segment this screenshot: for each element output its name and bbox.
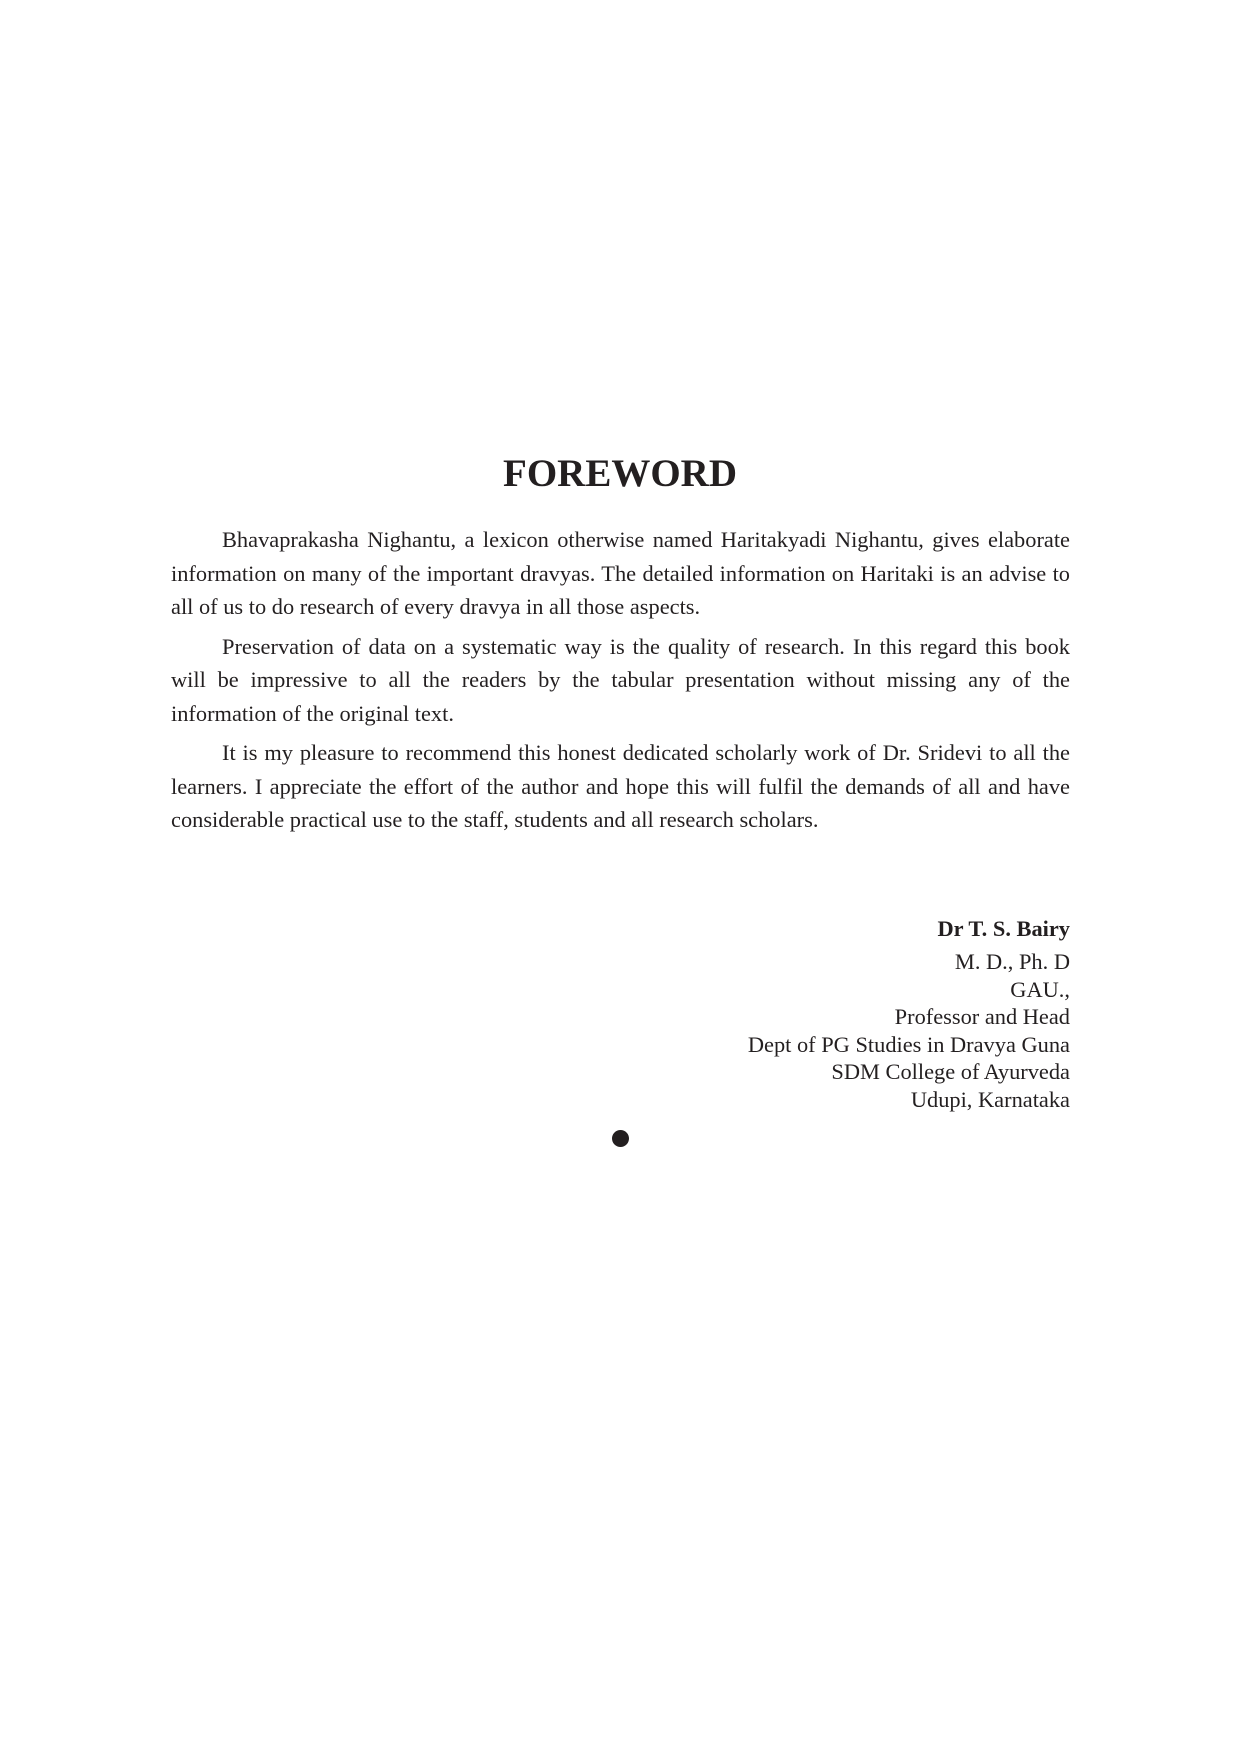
paragraph-2: Preservation of data on a systematic way is the quality of research. In this regard this book will be impressive to all the readers by the tabular presentation without missing any of the information of the original text. xyxy=(171,633,1070,726)
signatory-name: Dr T. S. Bairy xyxy=(937,916,1070,941)
signatory-location: Udupi, Karnataka xyxy=(910,1086,1070,1112)
signatory-qualification: GAU., xyxy=(1010,976,1070,1002)
foreword-body xyxy=(171,523,1070,843)
signatory-position: Professor and Head xyxy=(894,1004,1070,1030)
paragraph-1: Bhavaprakasha Nighantu, a lexicon otherwise named Haritakyadi Nighantu, gives elaborate information on many of the important dravyas. The detailed information on Haritaki is an advise to all of us to do research of every dravya in all those aspects. xyxy=(171,527,1070,619)
page-title: FOREWORD xyxy=(503,452,737,495)
paragraph-3: It is my pleasure to recommend this honest dedicated scholarly work of Dr. Sridevi to all the learners. I appreciate the effort of the author and hope this will fulfil the demands of all and have considerable practical use to the staff, students and all research scholars. xyxy=(171,740,1070,832)
signature-block xyxy=(600,910,1070,1114)
bullet-dot-icon xyxy=(612,1130,629,1147)
signatory-department: Dept of PG Studies in Dravya Guna xyxy=(747,1031,1070,1057)
signatory-degree: M. D., Ph. D xyxy=(954,949,1070,974)
signatory-college: SDM College of Ayurveda xyxy=(831,1059,1070,1085)
